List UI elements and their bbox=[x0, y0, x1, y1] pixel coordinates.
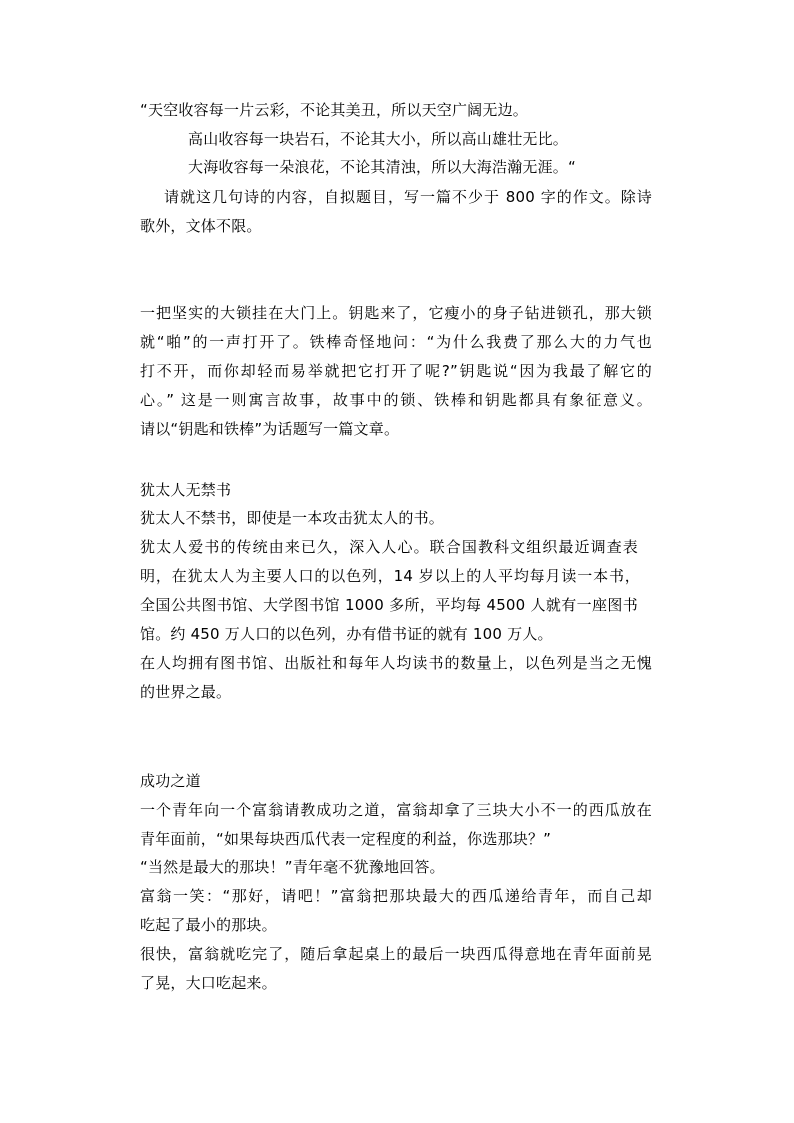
section1-line-4: 请就这几句诗的内容，自拟题目，写一篇不少于 800 字的作文。除诗 bbox=[164, 188, 652, 206]
section3-title: 犹太人无禁书 bbox=[140, 481, 232, 499]
section2-line-1: 一把坚实的大锁挂在大门上。钥匙来了，它瘦小的身子钻进锁孔，那大锁 bbox=[140, 304, 652, 322]
section3-line-5: 馆。约 450 万人口的以色列，办有借书证的就有 100 万人。 bbox=[140, 625, 553, 643]
section3-line-7: 的世界之最。 bbox=[140, 683, 232, 701]
section3-line-6: 在人均拥有图书馆、出版社和每年人均读书的数量上，以色列是当之无愧 bbox=[140, 654, 652, 672]
section2-line-2: 就“啪”的一声打开了。铁棒奇怪地问：“为什么我费了那么大的力气也 bbox=[140, 333, 652, 351]
section1-line-2: 高山收容每一块岩石，不论其大小，所以高山雄壮无比。 bbox=[188, 130, 569, 148]
section2-line-5: 请以“钥匙和铁棒”为话题写一篇文章。 bbox=[140, 420, 400, 438]
section2-line-3: 打不开，而你却轻而易举就把它打开了呢?”钥匙说“因为我最了解它的 bbox=[140, 362, 652, 380]
section4-line-5: 吃起了最小的那块。 bbox=[140, 916, 277, 934]
section3-line-4: 全国公共图书馆、大学图书馆 1000 多所，平均每 4500 人就有一座图书 bbox=[140, 596, 638, 614]
section4-line-7: 了晃，大口吃起来。 bbox=[140, 974, 277, 992]
section4-line-6: 很快，富翁就吃完了，随后拿起桌上的最后一块西瓜得意地在青年面前晃 bbox=[140, 945, 652, 963]
section4-line-2: 青年面前，“如果每块西瓜代表一定程度的利益，你选那块？” bbox=[140, 830, 552, 848]
section4-line-4: 富翁一笑：“那好，请吧！”富翁把那块最大的西瓜递给青年，而自己却 bbox=[140, 887, 652, 905]
section1-line-3: 大海收容每一朵浪花，不论其清浊，所以大海浩瀚无涯。“ bbox=[188, 158, 576, 176]
section3-line-2: 犹太人爱书的传统由来已久，深入人心。联合国教科文组织最近调查表 bbox=[140, 538, 638, 556]
section4-line-1: 一个青年向一个富翁请教成功之道，富翁却拿了三块大小不一的西瓜放在 bbox=[140, 801, 652, 819]
section2-line-4: 心。” 这是一则寓言故事，故事中的锁、铁棒和钥匙都具有象征意义。 bbox=[140, 391, 652, 409]
section1-line-5: 歌外，文体不限。 bbox=[140, 217, 262, 235]
section4-line-3: “当然是最大的那块！”青年毫不犹豫地回答。 bbox=[140, 858, 445, 876]
section1-line-1: “天空收容每一片云彩，不论其美丑，所以天空广阔无边。 bbox=[140, 101, 528, 119]
section4-title: 成功之道 bbox=[140, 772, 201, 790]
section3-line-3: 明，在犹太人为主要人口的以色列，14 岁以上的人平均每月读一本书， bbox=[140, 567, 640, 585]
section3-line-1: 犹太人不禁书，即使是一本攻击犹太人的书。 bbox=[140, 509, 445, 527]
